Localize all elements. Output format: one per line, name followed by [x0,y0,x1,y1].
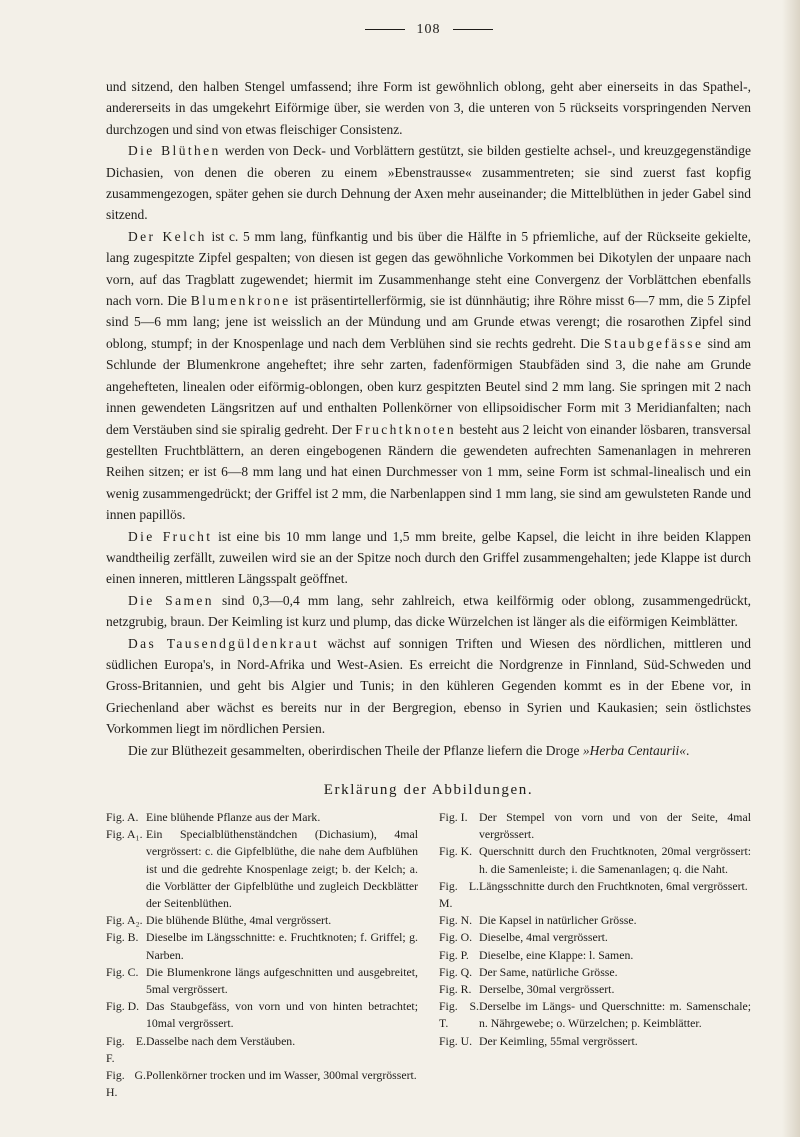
paragraph-seeds-text: sind 0,3—0,4 mm lang, sehr zahlreich, etwa keilförmig oder oblong, zusammengedrückt, netzgrubig, braun. Der Keimling ist kurz und plump, das dicke Würzelchen ist länger als die eiförmigen Keimblätter. [106,592,751,630]
figure-label: Fig. C. [106,964,139,979]
figure-label: Fig. U. [439,1033,473,1048]
figure-label: Fig. E. F. [106,1033,146,1065]
figure-caption [106,998,418,1032]
paragraph-calyx-text: ist c. 5 mm lang, fünfkantig und bis über die Hälfte in 5 pfriemliche, auf der Rückseite gekielte, lang zugespitzte Zipfel gespalten; von diesen ist gegen das gewöhnliche Vorkommen bei Dikotylen der unpaare nach vorn, auf das Tragblatt zugewendet; hiermit im Zusammenhange steht eine Convergenz der Vorblättchen ebenfalls nach vorn. Die [106,228,751,309]
figure-caption-text: Ein Specialblüthenständchen (Dichasium), 4mal vergrössert: c. die Gipfelblüthe, die nahe dem Aufblühen ist und die gedrehte Knospenlage zeigt; b. der Kelch; a. die Vorblätter der Gipfelblüthe und zugleich Deckblätter der Seitenblüthen. [146,827,418,911]
figure-label: Fig. O. [439,930,473,945]
figure-caption [106,1033,418,1067]
captions-right-column [439,809,751,1101]
figure-caption-text: Dieselbe, eine Klappe: l. Samen. [479,947,634,962]
figure-caption-text: Der Keimling, 55mal vergrössert. [479,1033,638,1048]
figure-caption [439,998,751,1032]
figure-caption [106,964,418,998]
figure-caption [439,878,751,912]
figure-caption [439,981,751,998]
figure-caption [106,826,418,912]
page-number: 108 [416,22,441,37]
figure-label: Fig. A₂. [106,913,143,928]
lead-flowers: Die Blüthen [128,143,221,159]
figure-caption-text: Die Kapsel in natürlicher Grösse. [479,913,637,928]
figure-label: Fig. N. [439,913,473,928]
captions-left-column [106,809,418,1101]
paragraph-calyx [106,226,751,526]
paragraph-fruit [106,526,751,590]
figure-caption [439,912,751,929]
figure-label: Fig. Q. [439,964,473,979]
figure-caption-text: Querschnitt durch den Fruchtknoten, 20mal vergrössert: h. die Samenleiste; i. die Samenanlagen; q. die Naht. [479,844,751,876]
drug-name: »Herba Centaurii« [582,742,686,758]
page-number-header [106,22,751,38]
figure-caption [106,1067,418,1101]
lead-corolla: Blumenkrone [190,293,291,309]
paragraph-drug-end: . [685,742,690,758]
figure-caption-text: Der Same, natürliche Grösse. [479,964,618,979]
figure-label: Fig. I. [439,810,468,824]
lead-fruit: Die Frucht [128,528,213,544]
page [106,22,752,1101]
dash-left [365,29,405,30]
figure-caption-text: Längsschnitte durch den Fruchtknoten, 6mal vergrössert. [479,878,748,893]
figure-caption-text: Dieselbe im Längsschnitte: e. Fruchtknoten; f. Griffel; g. Narben. [146,930,418,962]
figure-label: Fig. B. [106,930,139,945]
paragraph-drug [106,740,751,761]
figure-caption [106,929,418,963]
figure-label: Fig. G. H. [106,1068,146,1100]
figure-caption [439,929,751,946]
figure-caption-text: Dasselbe nach dem Verstäuben. [146,1033,296,1048]
lead-calyx: Der Kelch [128,228,207,244]
figure-label: Fig. P. [439,947,469,962]
figure-caption-text: Die blühende Blüthe, 4mal vergrössert. [146,913,332,928]
figure-caption [106,809,418,826]
paragraph-corolla-text: ist präsentirtellerförmig, sie ist dünnhäutig; ihre Röhre misst 6—7 mm, die 5 Zipfel sind 5—6 mm lang; jene ist weisslich an der Mündung und am Grunde etwas verengt; die rosarothen Zipfel sind oblong, stumpf; in der Knospenlage und nach dem Verblühen sind sie rechts gedreht. Die [106,293,751,351]
paragraph-drug-text: Die zur Blüthezeit gesammelten, oberirdischen Theile der Pflanze liefern die Droge [128,742,583,758]
lead-distribution: Das Tausendgüldenkraut [128,635,320,651]
figure-caption [106,912,418,929]
figure-caption [439,843,751,877]
figure-label: Fig. L. M. [439,878,479,911]
paragraph-flowers [106,140,751,226]
figure-caption [439,1033,751,1050]
paragraph-ovary-text: besteht aus 2 leicht von einander lösbaren, transversal gestellten Fruchtblättern, an deren eingebogenen Rändern die gewendeten aufrechten Samenanlagen in mehreren Reihen sitzen; er ist 6—8 mm lang und hat einen Durchmesser von 1 mm, seine Form ist schmal-linealisch und ein wenig zusammengedrückt; der Griffel ist 2 mm, die Narbenlappen sind 1 mm lang, sie sind am gewulsteten Rande und innen papillös. [106,421,751,523]
body-text [106,76,751,761]
figure-captions [106,809,751,1101]
figure-caption-text: Die Blumenkrone längs aufgeschnitten und ausgebreitet, 5mal vergrössert. [146,964,418,997]
figure-caption-text: Der Stempel von vorn und von der Seite, 4mal vergrössert. [479,810,751,842]
paragraph-fruit-text: ist eine bis 10 mm lange und 1,5 mm breite, gelbe Kapsel, die leicht in ihre beiden Klappen wandtheilig zerfällt, zuweilen wird sie an der Spitze noch durch den Griffel zusammengehalten; jede Klappe ist durch einen inneren, mittleren Längsspalt geöffnet. [106,528,751,587]
figure-label: Fig. K. [439,844,473,859]
figure-caption-text: Derselbe im Längs- und Querschnitte: m. Samenschale; n. Nährgewebe; o. Würzelchen; p. Keimblätter. [479,999,751,1031]
figure-caption-text: Pollenkörner trocken und im Wasser, 300mal vergrössert. [146,1068,417,1083]
lead-seeds: Die Samen [128,592,214,608]
dash-right [453,29,493,30]
figure-label: Fig. A₁. [106,827,143,842]
figure-caption-text: Eine blühende Pflanze aus der Mark. [146,810,321,824]
page-edge-shadow [782,0,800,1137]
lead-stamens: Staubgefässe [604,335,704,351]
figure-caption [439,947,751,964]
figure-label: Fig. D. [106,999,140,1014]
paragraph-seeds [106,590,751,633]
figure-label: Fig. S. T. [439,999,479,1031]
figure-caption-text: Derselbe, 30mal vergrössert. [479,982,615,997]
figure-caption [439,809,751,843]
paragraph-distribution [106,633,751,740]
figure-label: Fig. A. [106,810,139,824]
figure-caption-text: Das Staubgefäss, von vorn und von hinten betrachtet; 10mal vergrössert. [146,999,418,1031]
lead-ovary: Fruchtknoten [355,421,457,437]
paragraph-stamens-text: sind am Schlunde der Blumenkrone angeheftet; ihre sehr zarten, fadenförmigen Staubfäden sind 3, die nahe am Grunde angehefteten, linealen oder eiförmig-oblongen, oben kurz gespitzten Beutel sind 2 mm lang. Sie springen mit 2 nach innen gewendeten Längsritzen auf und enthalten Pollenkörner von ellipsoidischer Form mit 3 Meridianfalten; nach dem Verstäuben sind sie spiralig gedreht. Der [106,335,751,437]
figure-caption [439,964,751,981]
section-heading: Erklärung der Abbildungen. [323,782,534,798]
paragraph-leaves-text: und sitzend, den halben Stengel umfassend; ihre Form ist gewöhnlich oblong, geht aber einerseits in das Spathel-, andererseits in das umgekehrt Eiförmige über, sie werden von 3, die unteren von 5 rückseits vorspringenden Nerven durchzogen und sind von etwas fleischiger Consistenz. [106,79,751,137]
paragraph-distribution-text: wächst auf sonnigen Triften und Wiesen des nördlichen, mittleren und südlichen Europa's, in Nord-Afrika und West-Asien. Es erreicht die Nordgrenze in Finnland, Süd-Schweden und Gross-Britannien, und geht bis Algier und Tunis; in den kühleren Gegenden kommt es in der Ebene vor, in Griechenland aber wächst es bereits nur in der Bergregion, ebenso in Syrien und Kaukasien; sein östlichstes Vorkommen liegt im nördlichen Persien. [106,635,752,737]
figure-caption-text: Dieselbe, 4mal vergrössert. [479,930,608,945]
figure-label: Fig. R. [439,982,472,997]
paragraph-leaves [106,76,751,140]
paragraph-flowers-text: werden von Deck- und Vorblättern gestützt, sie bilden gestielte achsel-, und kreuzgegenständige Dichasien, von denen die oberen zu einem »Ebenstrausse« zusammentreten; sie sind zuerst fast kopfig zusammengezogen, später gehen sie durch Dehnung der Axen mehr auseinander; die Mittelblüthen in jeder Gabel sind sitzend. [106,143,751,223]
